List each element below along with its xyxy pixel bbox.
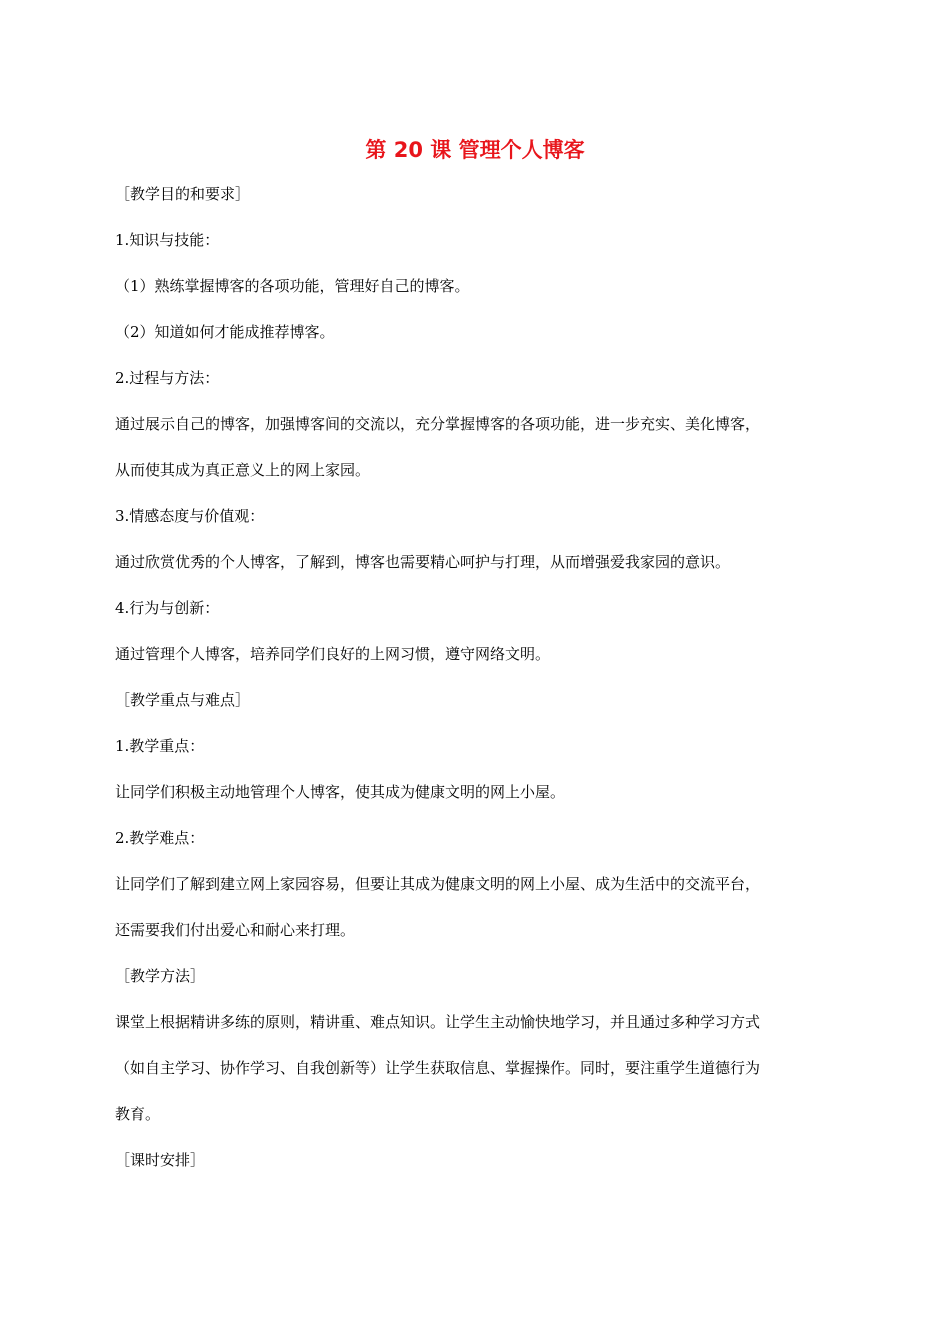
subheading-knowledge-skills: 1.知识与技能：: [115, 231, 220, 249]
paragraph-process-line-2: 从而使其成为真正意义上的网上家园。: [115, 461, 371, 479]
section-heading-methods: ［教学方法］: [115, 967, 206, 985]
paragraph-methods-line-2: （如自主学习、协作学习、自我创新等）让学生获取信息、掌握操作。同时，要注重学生道德行为: [115, 1059, 761, 1077]
subheading-emotion-values: 3.情感态度与价值观：: [115, 507, 265, 525]
subheading-process-methods: 2.过程与方法：: [115, 369, 220, 387]
paragraph-difficulty-line-2: 还需要我们付出爱心和耐心来打理。: [115, 921, 356, 939]
paragraph-emotion: 通过欣赏优秀的个人博客，了解到，博客也需要精心呵护与打理，从而增强爱我家园的意识。: [115, 553, 731, 571]
section-heading-objectives: ［教学目的和要求］: [115, 185, 251, 203]
paragraph-behavior: 通过管理个人博客，培养同学们良好的上网习惯，遵守网络文明。: [115, 645, 551, 663]
paragraph-process-line-1: 通过展示自己的博客，加强博客间的交流以，充分掌握博客的各项功能，进一步充实、美化博客，: [115, 415, 761, 433]
paragraph-item-1: （1）熟练掌握博客的各项功能，管理好自己的博客。: [115, 277, 470, 295]
subheading-behavior-innovation: 4.行为与创新：: [115, 599, 220, 617]
paragraph-methods-line-1: 课堂上根据精讲多练的原则，精讲重、难点知识。让学生主动愉快地学习，并且通过多种学习方式: [115, 1013, 761, 1031]
paragraph-methods-line-3: 教育。: [115, 1105, 161, 1123]
paragraph-item-2: （2）知道如何才能成推荐博客。: [115, 323, 335, 341]
lesson-title: 第 20 课 管理个人博客: [365, 138, 585, 162]
subheading-difficulty: 2.教学难点：: [115, 829, 205, 847]
document-body: [115, 184, 840, 1170]
section-heading-key-points: ［教学重点与难点］: [115, 691, 251, 709]
paragraph-key-point: 让同学们积极主动地管理个人博客，使其成为健康文明的网上小屋。: [115, 783, 566, 801]
subheading-key-point: 1.教学重点：: [115, 737, 205, 755]
section-heading-schedule: ［课时安排］: [115, 1151, 206, 1169]
paragraph-difficulty-line-1: 让同学们了解到建立网上家园容易，但要让其成为健康文明的网上小屋、成为生活中的交流平台，: [115, 875, 761, 893]
